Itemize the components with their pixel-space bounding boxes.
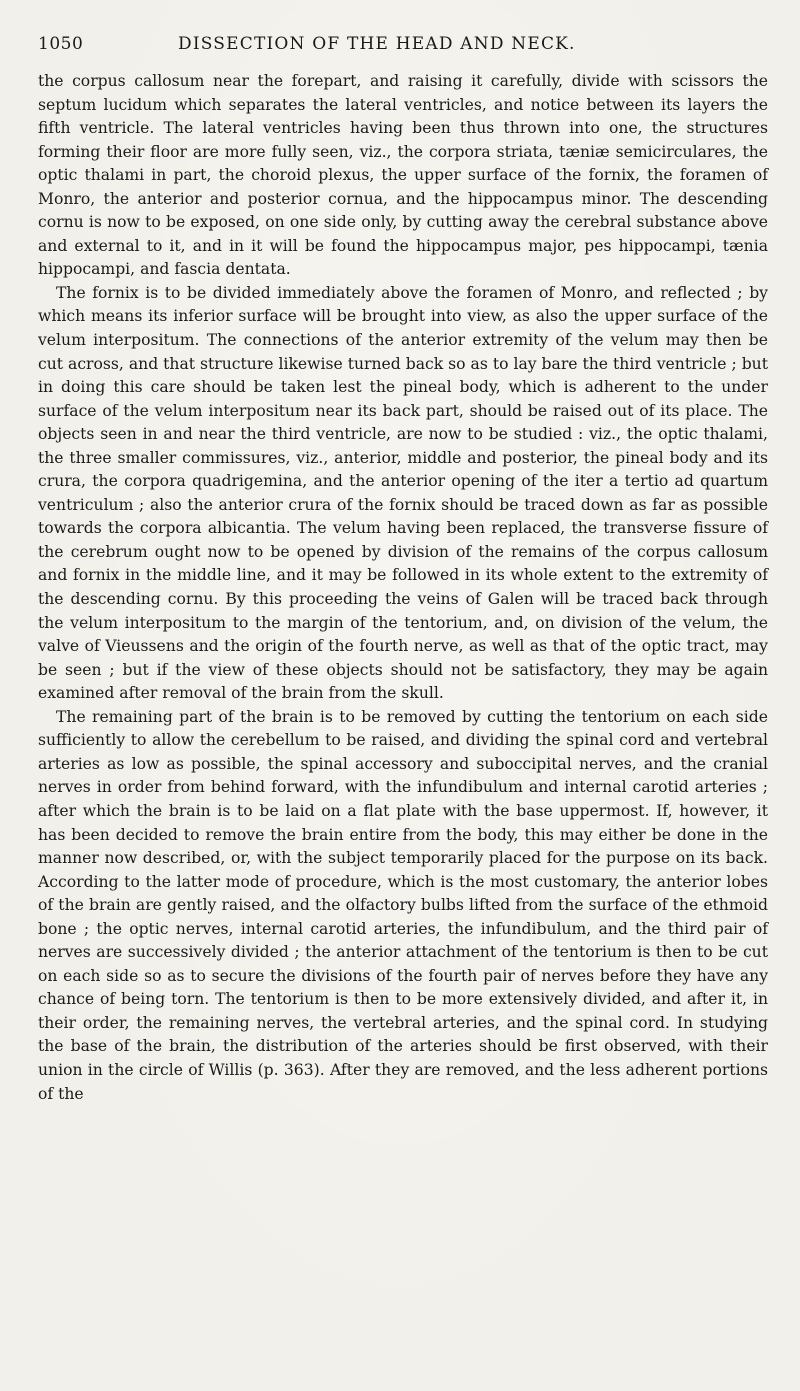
paragraph-continued: the corpus callosum near the forepart, and raising it carefully, divide with scissors the septum lucidum which separates the lateral ventricles, and notice between its layers the fifth ventricle. The lateral ventricles having been thus thrown into one, the structures forming their floor are more fully seen, viz., the corpora striata, tæniæ semicirculares, the optic thalami in part, the choroid plexus, the upper surface of the fornix, the foramen of Monro, the anterior and posterior cornua, and the hippocampus minor. The descending cornu is now to be exposed, on one side only, by cutting away the cerebral substance above and external to it, and in it will be found the hippocampus major, pes hippocampi, tænia hippocampi, and fascia dentata. [38, 72, 768, 279]
paragraph-brain-removal: The remaining part of the brain is to be removed by cutting the tentorium on each side sufficiently to allow the cerebellum to be raised, and dividing the spinal cord and vertebral arteries as low as possible, the spinal accessory and suboccipital nerves, and the cranial nerves in order from behind forward, with the infundibulum and internal carotid arteries ; after which the brain is to be laid on a flat plate with the base uppermost. If, however, it has been decided to remove the brain entire from the body, this may either be done in the manner now described, or, with the subject temporarily placed for the purpose on its back. According to the latter mode of procedure, which is the most customary, the anterior lobes of the brain are gently raised, and the olfactory bulbs lifted from the surface of the ethmoid bone ; the optic nerves, internal carotid arteries, the infundibulum, and the third pair of nerves are successively divided ; the anterior attachment of the tentorium is then to be cut on each side so as to secure the divisions of the fourth pair of nerves before they have any chance of being torn. The tentorium is then to be more extensively divided, and after it, in their order, the remaining nerves, the vertebral arteries, and the spinal cord. In studying the base of the brain, the distribution of the arteries should be first observed, with their union in the circle of Willis (p. 363). After they are removed, and the less adherent portions of the [38, 707, 768, 1103]
running-head [38, 34, 768, 64]
page-number: 1050 [38, 34, 84, 54]
paragraph-fornix: The fornix is to be divided immediately above the foramen of Monro, and reflected ; by which means its inferior surface will be brought into view, as also the upper surface of the velum interpositum. The connections of the anterior extremity of the velum may then be cut across, and that structure likewise turned back so as to lay bare the third ventricle ; but in doing this care should be taken lest the pineal body, which is adherent to the under surface of the velum interpositum near its back part, should be raised out of its place. The objects seen in and near the third ventricle, are now to be studied : viz., the optic thalami, the three smaller commissures, viz., anterior, middle and posterior, the pineal body and its crura, the corpora quadrigemina, and the anterior opening of the iter a tertio ad quartum ventriculum ; also the anterior crura of the fornix should be traced down as far as possible towards the corpora albicantia. The velum having been replaced, the transverse fissure of the cerebrum ought now to be opened by division of the remains of the corpus callosum and fornix in the middle line, and it may be followed in its whole extent to the extremity of the descending cornu. By this proceeding the veins of Galen will be traced back through the velum interpositum to the margin of the tentorium, and, on division of the velum, the valve of Vieussens and the origin of the fourth nerve, as well as that of the optic tract, may be seen ; but if the view of these objects should not be satisfactory, they may be again examined after removal of the brain from the skull. [38, 283, 768, 703]
body-text [38, 70, 768, 1106]
running-title: DISSECTION OF THE HEAD AND NECK. [178, 34, 576, 54]
